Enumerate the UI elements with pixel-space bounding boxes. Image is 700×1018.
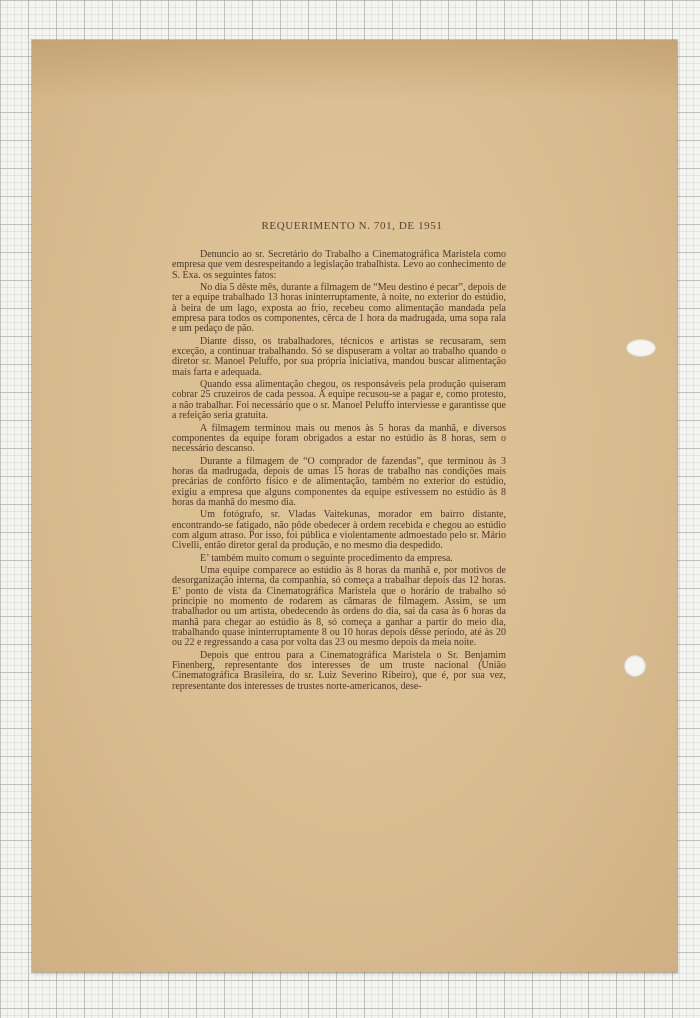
punch-hole	[624, 655, 646, 677]
punch-hole	[626, 339, 656, 357]
paragraph: Depois que entrou para a Cinematográfica Maristela o Sr. Benjamim Finenberg, representante dos interesses de um truste nacional (União Cinematográfica Brasileira, do sr. Luiz Severino Ribeiro), que é, por sua vez, representante dos interesses de trustes norte-americanos, dese-	[172, 649, 506, 692]
paragraph: Uma equipe comparece ao estúdio às 8 horas da manhã e, por motivos de desorganização interna, da companhia, só começa a trabalhar depois das 12 horas. E’ ponto de vista da Cinematográfica Maristela que o horário de trabalho só principie no momento de rodarem as câmaras de filmagem. Assim, se um trabalhador ou um artista, obedecendo às ordens do dia, sai da casa às 6 horas da manhã para chegar ao estúdio às 8, só começa a ganhar a partir do meio dia, trabalhando quase ininterruptamente 8 ou 10 horas depois dêsse período, até às 20 ou 22 e regressando a casa por volta das 23 ou mesmo depois da meia noite.	[172, 564, 506, 649]
document-title: REQUERIMENTO N. 701, DE 1951	[261, 220, 443, 232]
paragraph: E’ também muito comum o seguinte procedimento da empresa.	[200, 552, 453, 564]
paragraph: No dia 5 dêste mês, durante a filmagem de “Meu destino é pecar”, depois de ter a equipe trabalhado 13 horas ininterruptamente, à noite, no exterior do estúdio, à beira de um lago, exposta ao frio, recebeu como alimentação mandada pela empresa para todos os componentes, cêrca de 1 hora da madrugada, uma sopa rala e um pedaço de pão.	[172, 282, 507, 335]
paragraph: Denuncio ao sr. Secretário do Trabalho a Cinematográfica Maristela como empresa que vem desrespeitando a legislação trabalhista. Levo ao conhecimento de S. Exa. os seguintes fatos:	[172, 249, 506, 281]
document-sheet	[32, 40, 677, 972]
paragraph: Um fotógrafo, sr. Vladas Vaitekunas, morador em bairro distante, encontrando-se fatigado, não pôde obedecer à ordem recebida e chegou ao estúdio com algum atraso. Por isso, foi pública e violentamente admoestado pelo sr. Mário Civelli, então diretor geral da produção, e no mesmo dia despedido.	[172, 509, 506, 552]
paragraph: A filmagem terminou mais ou menos às 5 horas da manhã, e diversos componentes da equipe foram obrigados a estar no estúdio às 8 horas, sem o necessário descanso.	[172, 422, 506, 455]
document-body	[172, 250, 506, 694]
paragraph: Diante disso, os trabalhadores, técnicos e artistas se recusaram, sem exceção, a continuar trabalhando. Só se dispuseram a voltar ao trabalho quando o diretor sr. Manoel Peluffo, por sua própria iniciativa, mandou buscar alimentação mais farta e adequada.	[172, 335, 506, 378]
paragraph: Durante a filmagem de “O comprador de fazendas”, que terminou às 3 horas da madrugada, depois de umas 15 horas de trabalho nas condições mais precárias de confôrto físico e de alimentação, também no exterior do estúdio, exigiu a empresa que alguns componentes da equipe estivessem no estúdio às 8 horas da manhã do mesmo dia.	[172, 455, 506, 508]
paragraph: Quando essa alimentação chegou, os responsáveis pela produção quiseram cobrar 25 cruzeiros de cada pessoa. A equipe recusou-se a pagar e, como protesto, a não trabalhar. Foi necessário que o sr. Manoel Peluffo interviesse e garantisse que a refeição seria gratuita.	[172, 379, 506, 422]
